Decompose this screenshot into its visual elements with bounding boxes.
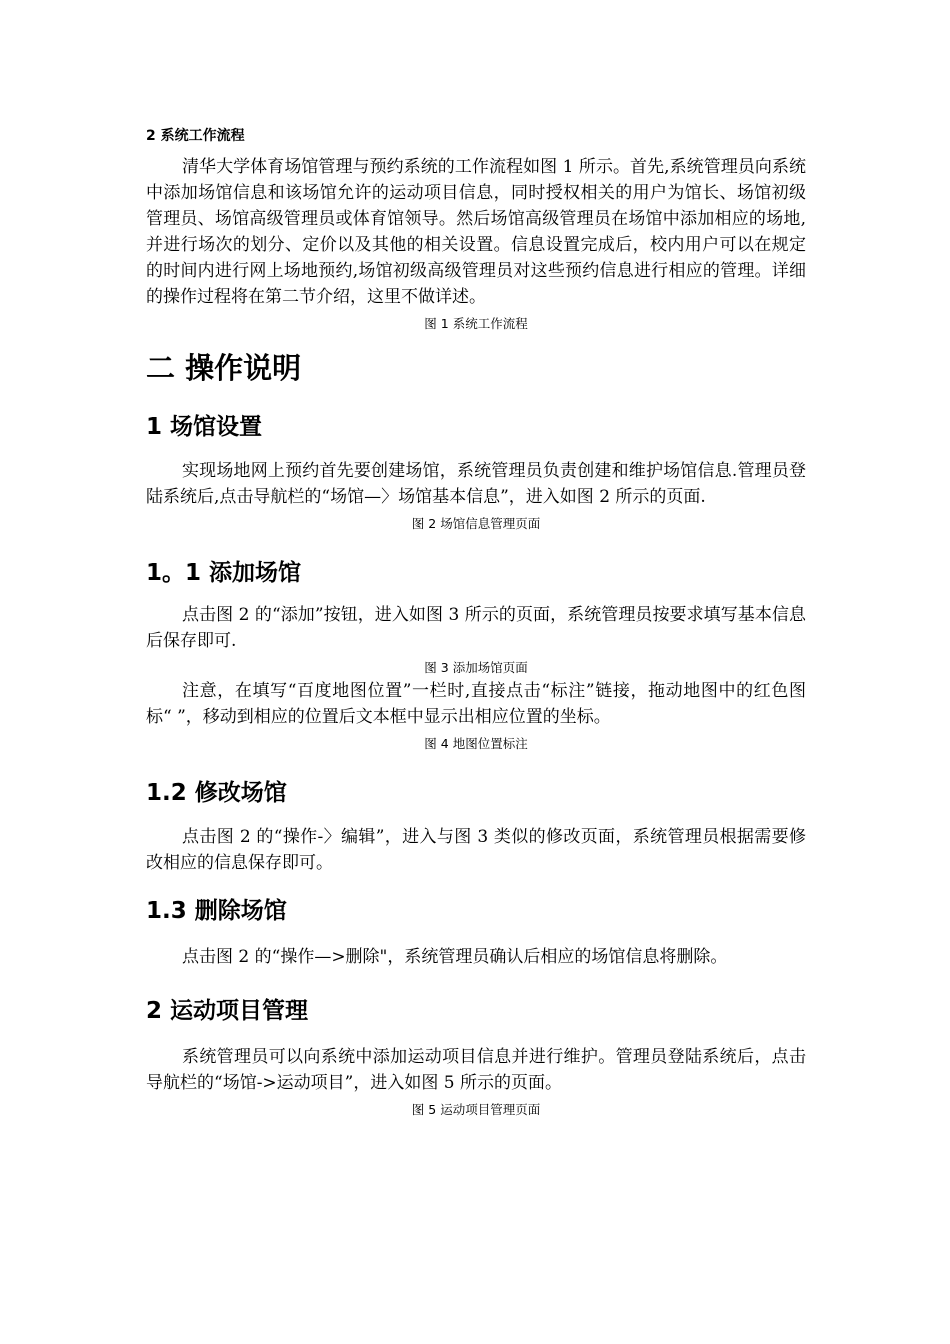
heading-edit-venue: 1.2 修改场馆 — [146, 780, 287, 806]
heading-add-venue: 1。1 添加场馆 — [146, 560, 302, 586]
paragraph-delete-venue: 点击图 2 的“操作—>删除"，系统管理员确认后相应的场馆信息将删除。 — [182, 947, 728, 967]
heading-sport-items: 2 运动项目管理 — [146, 998, 309, 1024]
figure-caption-5: 图 5 运动项目管理页面 — [411, 1102, 541, 1117]
paragraph-venue-settings: 实现场地网上预约首先要创建场馆，系统管理员负责创建和维护场馆信息.管理员登陆系统后,点击导航栏的“场馆—〉场馆基本信息”，进入如图 2 所示的页面. — [146, 461, 806, 507]
figure-caption-2: 图 2 场馆信息管理页面 — [411, 516, 541, 531]
heading-venue-settings: 1 场馆设置 — [146, 414, 263, 440]
paragraph-workflow: 清华大学体育场馆管理与预约系统的工作流程如图 1 所示。首先,系统管理员向系统中添加场馆信息和该场馆允许的运动项目信息，同时授权相关的用户为馆长、场馆初级管理员、场馆高级管理员或体育馆领导。然后场馆高级管理员在场馆中添加相应的场地,并进行场次的划分、定价以及其他的相关设置。信息设置完成后，校内用户可以在规定的时间内进行网上场地预约,场馆初级高级管理员对这些预约信息进行相应的管理。详细的操作过程将在第二节介绍，这里不做详述。 — [146, 157, 806, 307]
figure-caption-4: 图 4 地图位置标注 — [424, 736, 528, 751]
paragraph-sport-items: 系统管理员可以向系统中添加运动项目信息并进行维护。管理员登陆系统后，点击导航栏的“场馆->运动项目”，进入如图 5 所示的页面。 — [146, 1047, 806, 1093]
paragraph-map-note: 注意，在填写“百度地图位置”一栏时,直接点击“标注”链接，拖动地图中的红色图标“ ”，移动到相应的位置后文本框中显示出相应位置的坐标。 — [146, 681, 806, 727]
figure-caption-1: 图 1 系统工作流程 — [424, 316, 528, 331]
heading-delete-venue: 1.3 删除场馆 — [146, 898, 287, 924]
document-page — [146, 126, 806, 1120]
paragraph-edit-venue: 点击图 2 的“操作-〉编辑”，进入与图 3 类似的修改页面，系统管理员根据需要修改相应的信息保存即可。 — [146, 827, 806, 873]
chapter-heading-operations: 二 操作说明 — [146, 351, 302, 385]
figure-caption-3: 图 3 添加场馆页面 — [424, 660, 528, 675]
paragraph-add-venue: 点击图 2 的“添加”按钮，进入如图 3 所示的页面，系统管理员按要求填写基本信息后保存即可. — [146, 605, 806, 651]
section-title-workflow: 2 系统工作流程 — [146, 128, 245, 144]
